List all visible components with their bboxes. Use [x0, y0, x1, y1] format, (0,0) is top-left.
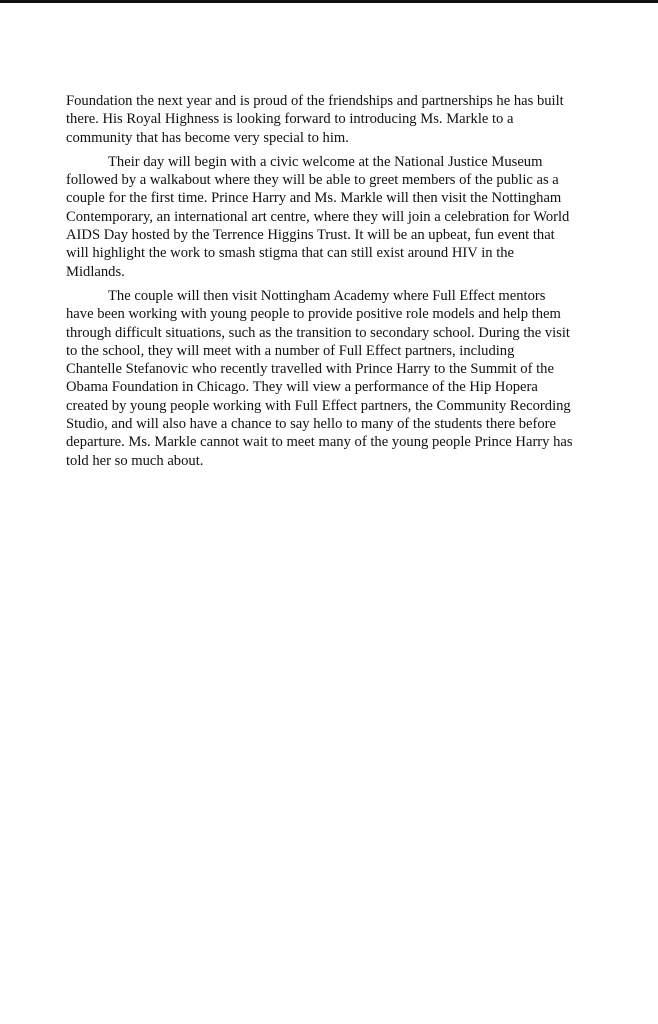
text-line: Their day will begin with a civic welcome at the National Justice Museum	[108, 153, 543, 170]
text-line: have been working with young people to provide positive role models and help them	[66, 306, 561, 323]
text-line: community that has become very special to him.	[66, 129, 349, 146]
text-line: Studio, and will also have a chance to say hello to many of the students there before	[66, 416, 556, 433]
text-line: created by young people working with Full Effect partners, the Community Recording	[66, 397, 571, 414]
text-line: departure. Ms. Markle cannot wait to meet many of the young people Prince Harry has	[66, 434, 573, 451]
text-line: Contemporary, an international art centre, where they will join a celebration for World	[66, 208, 570, 225]
text-line: Midlands.	[66, 263, 125, 280]
text-line: through difficult situations, such as the transition to secondary school. During the visit	[66, 324, 570, 341]
paragraph-2	[66, 153, 618, 281]
text-line: The couple will then visit Nottingham Academy where Full Effect mentors	[108, 287, 546, 304]
text-line: AIDS Day hosted by the Terrence Higgins Trust. It will be an upbeat, fun event that	[66, 227, 555, 244]
text-line: there. His Royal Highness is looking forward to introducing Ms. Markle to a	[66, 111, 514, 128]
text-line: Foundation the next year and is proud of the friendships and partnerships he has built	[66, 93, 564, 109]
text-line: Obama Foundation in Chicago. They will view a performance of the Hip Hopera	[66, 379, 538, 396]
text-line: followed by a walkabout where they will be able to greet members of the public as a	[66, 172, 559, 189]
paragraph-1	[66, 92, 618, 147]
document-body	[66, 92, 618, 476]
text-line: will highlight the work to smash stigma that can still exist around HIV in the	[66, 245, 515, 262]
document-page[interactable]	[0, 3, 658, 1024]
text-line: to the school, they will meet with a number of Full Effect partners, including	[66, 342, 515, 359]
text-line: told her so much about.	[66, 452, 204, 469]
paragraph-3	[66, 287, 618, 470]
text-line: couple for the first time. Prince Harry and Ms. Markle will then visit the Nottingham	[66, 190, 562, 207]
text-line: Chantelle Stefanovic who recently travelled with Prince Harry to the Summit of the	[66, 361, 554, 378]
